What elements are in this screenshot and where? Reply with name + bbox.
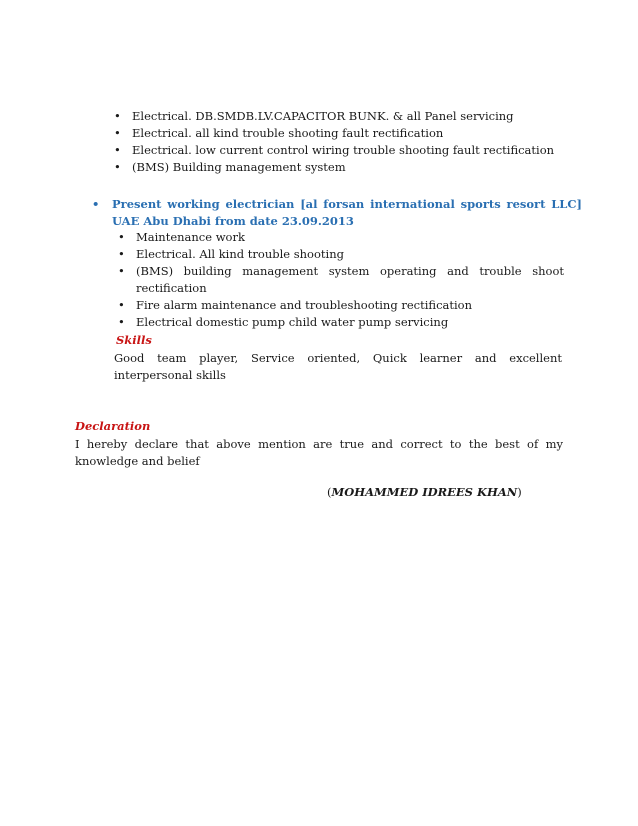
- declaration-text: I hereby declare that above mention are true and correct to the best of my knowledge and belief: [75, 437, 563, 468]
- list-item: • Electrical. low current control wiring trouble shooting fault rectification: [114, 142, 574, 159]
- job-duties-list: [118, 229, 564, 331]
- list-item: • (BMS) Building management system: [114, 159, 574, 176]
- declaration-heading: Declaration: [75, 419, 151, 433]
- signature: [327, 485, 522, 499]
- signature-open-paren: (: [327, 485, 332, 499]
- list-item: • Electrical. all kind trouble shooting fault rectification: [114, 125, 574, 142]
- skills-heading: Skills: [116, 333, 152, 347]
- job-heading: • Present working electrician [al forsan international sports resort LLC] UAE Abu Dhabi from date 23.09.2013: [92, 196, 582, 230]
- list-item: • Electrical. DB.SMDB.LV.CAPACITOR BUNK. & all Panel servicing: [114, 108, 574, 125]
- list-item: • Electrical domestic pump child water pump servicing: [118, 314, 564, 331]
- list-item: • (BMS) building management system operating and trouble shoot rectification: [118, 263, 564, 297]
- list-item: • Fire alarm maintenance and troubleshooting rectification: [118, 297, 564, 314]
- service-list: [114, 108, 574, 176]
- list-item: • Maintenance work: [118, 229, 564, 246]
- list-item: • Electrical. All kind trouble shooting: [118, 246, 564, 263]
- signature-name: MOHAMMED IDREES KHAN: [331, 485, 518, 499]
- signature-close-paren: ): [517, 485, 522, 499]
- skills-text: Good team player, Service oriented, Quick learner and excellent interpersonal skills: [114, 351, 562, 382]
